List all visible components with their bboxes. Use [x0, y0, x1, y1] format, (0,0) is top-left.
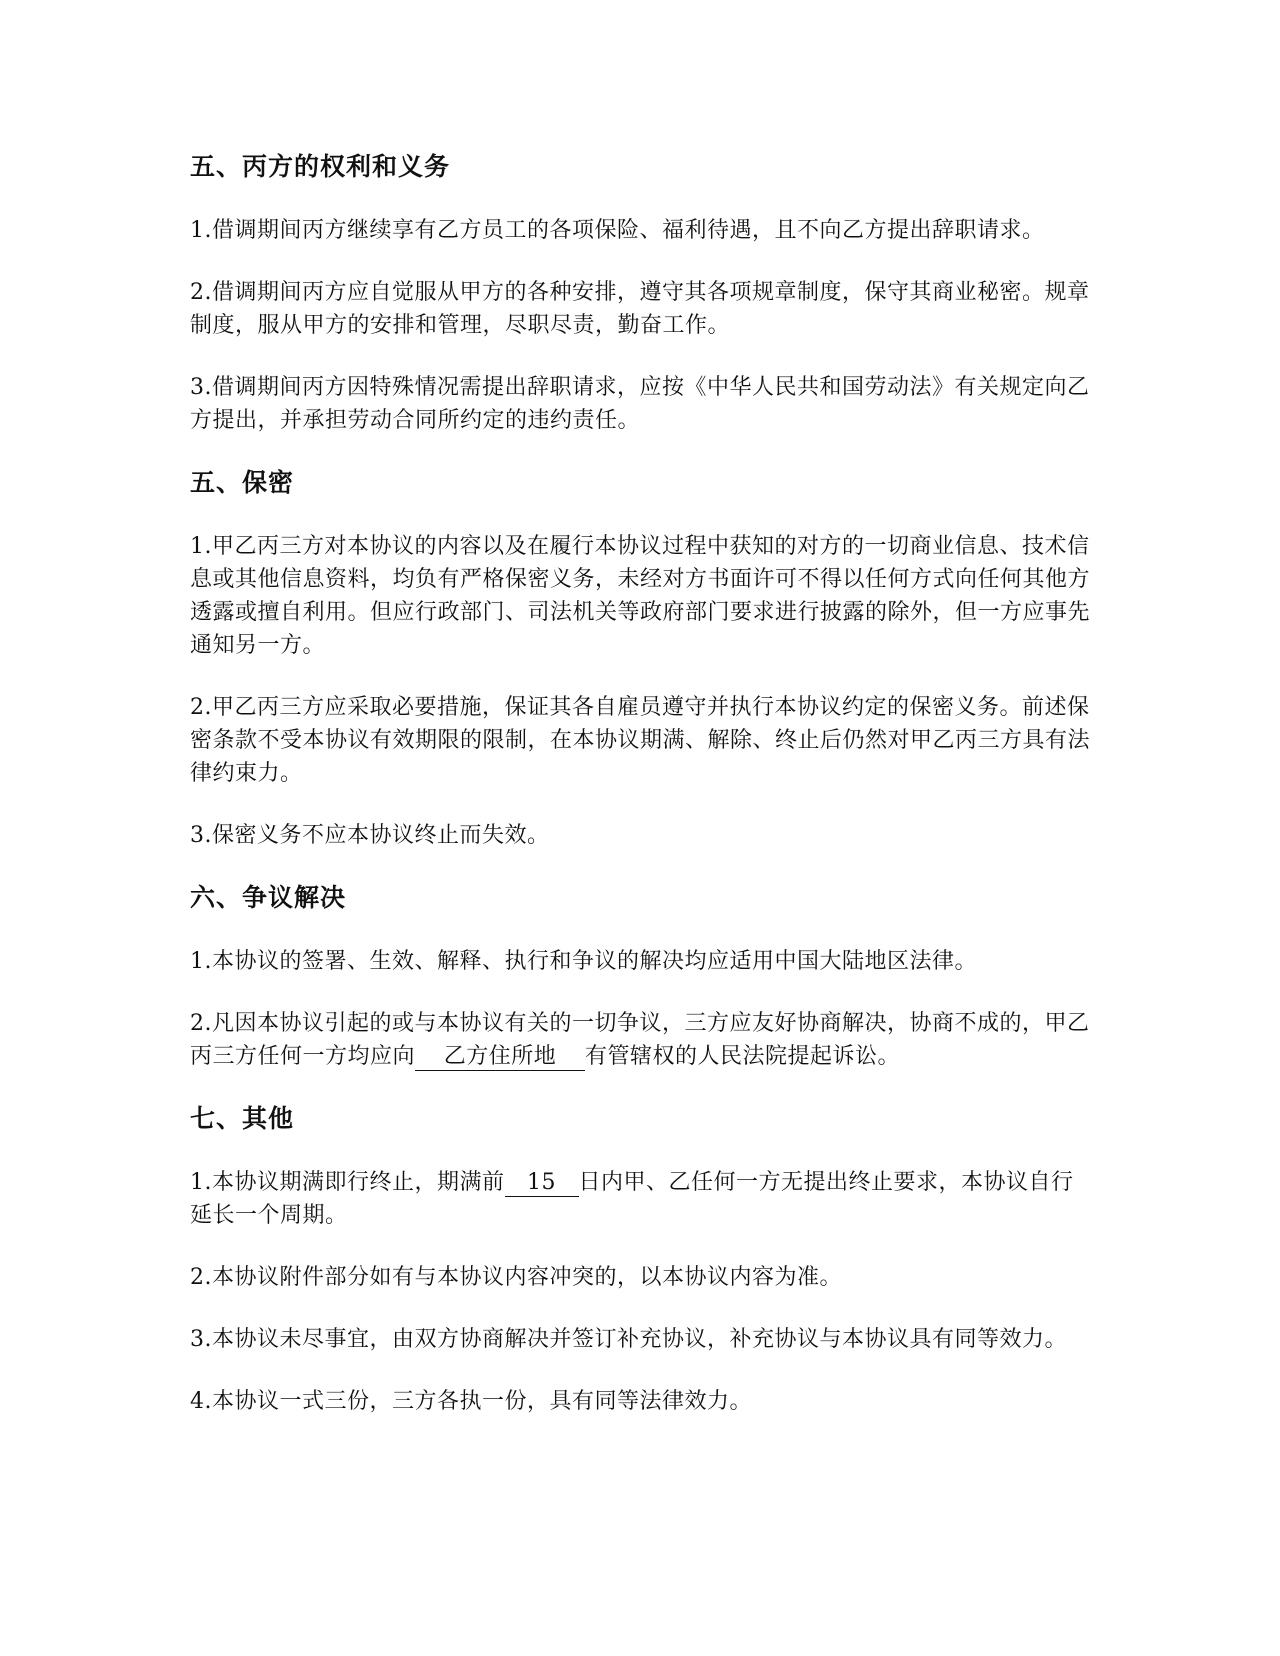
section-heading-party-c-rights: 五、丙方的权利和义务: [190, 152, 451, 181]
clause-text: 有管辖权的人民法院提起诉讼。: [585, 1044, 901, 1069]
clause-paragraph: 1.甲乙丙三方对本协议的内容以及在履行本协议过程中获知的对方的一切商业信息、技术信息或其他信息资料，均负有严格保密义务，未经对方书面许可不得以任何方式向任何其他方透露或擅自利用。但应行政部门、司法机关等政府部门要求进行披露的除外，但一方应事先通知另一方。: [190, 534, 1091, 658]
clause-paragraph: 2.本协议附件部分如有与本协议内容冲突的，以本协议内容为准。: [190, 1265, 842, 1290]
document-page: [190, 150, 1095, 1447]
clause-paragraph-with-blank: [190, 1166, 1095, 1232]
clause-paragraph: 3.保密义务不应本协议终止而失效。: [190, 823, 550, 848]
clause-text: 日内甲、乙任何一方无提出终止要求，本协议自行延长一个周期。: [190, 1170, 1074, 1228]
clause-text: 2.凡因本协议引起的或与本协议有关的一切争议，三方应友好协商解决，协商不成的，甲乙丙三方任何一方均应向: [190, 1011, 1090, 1069]
clause-paragraph: 1.本协议的签署、生效、解释、执行和争议的解决均应适用中国大陆地区法律。: [190, 949, 977, 974]
filled-blank-days: 15: [505, 1170, 579, 1197]
section-heading-dispute-resolution: 六、争议解决: [190, 883, 347, 912]
clause-paragraph-with-blank: [190, 1007, 1095, 1073]
clause-paragraph: 3.本协议未尽事宜，由双方协商解决并签订补充协议，补充协议与本协议具有同等效力。: [190, 1327, 1067, 1352]
clause-text: 1.本协议期满即行终止，期满前: [190, 1170, 505, 1195]
section-heading-other: 七、其他: [190, 1104, 295, 1133]
clause-paragraph: 3.借调期间丙方因特殊情况需提出辞职请求，应按《中华人民共和国劳动法》有关规定向乙方提出，并承担劳动合同所约定的违约责任。: [190, 375, 1090, 433]
section-heading-confidentiality: 五、保密: [190, 468, 295, 497]
clause-paragraph: 2.甲乙丙三方应采取必要措施，保证其各自雇员遵守并执行本协议约定的保密义务。前述保密条款不受本协议有效期限的限制，在本协议期满、解除、终止后仍然对甲乙丙三方具有法律约束力。: [190, 695, 1091, 786]
clause-paragraph: 4.本协议一式三份，三方各执一份，具有同等法律效力。: [190, 1389, 752, 1414]
clause-paragraph: 2.借调期间丙方应自觉服从甲方的各种安排，遵守其各项规章制度，保守其商业秘密。规章制度，服从甲方的安排和管理，尽职尽责，勤奋工作。: [190, 280, 1090, 338]
filled-blank-court-location: 乙方住所地: [415, 1044, 585, 1071]
clause-paragraph: 1.借调期间丙方继续享有乙方员工的各项保险、福利待遇，且不向乙方提出辞职请求。: [190, 218, 1045, 243]
